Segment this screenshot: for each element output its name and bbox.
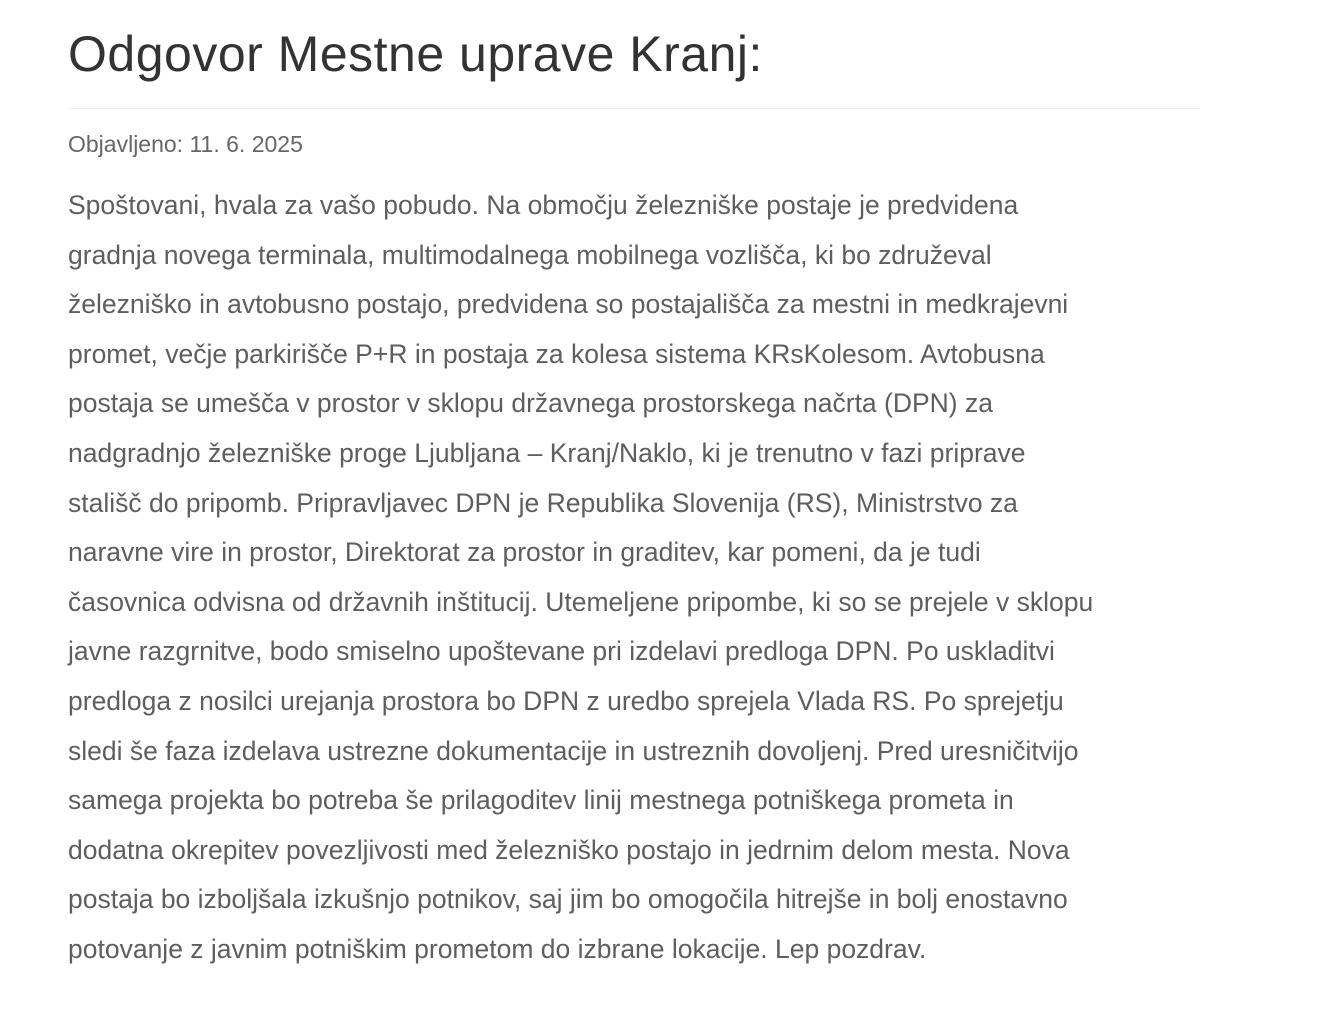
body-line: samega projekta bo potreba še prilagoditev linij mestnega potniškega prometa in <box>68 785 1014 816</box>
body-line: gradnja novega terminala, multimodalnega mobilnega vozlišča, ki bo združeval <box>68 239 992 270</box>
body-line: naravne vire in prostor, Direktorat za prostor in graditev, kar pomeni, da je tudi <box>68 537 981 568</box>
body-line: potovanje z javnim potniškim prometom do izbrane lokacije. Lep pozdrav. <box>68 933 927 964</box>
title-divider <box>68 108 1200 109</box>
published-date: 11. 6. 2025 <box>189 131 303 157</box>
body-line: stališč do pripomb. Pripravljavec DPN je Republika Slovenija (RS), Ministrstvo za <box>68 487 1018 518</box>
body-line: postaja se umešča v prostor v sklopu državnega prostorskega načrta (DPN) za <box>68 388 993 419</box>
published-label: Objavljeno: <box>68 131 184 157</box>
body-line: časovnica odvisna od državnih inštitucij. Utemeljene pripombe, ki so se prejele v sklopu <box>68 586 1094 617</box>
publish-info <box>68 129 1200 159</box>
body-line: železniško in avtobusno postajo, predvidena so postajališča za mestni in medkrajevni <box>68 289 1069 320</box>
article-body <box>68 181 1200 975</box>
body-line: predloga z nosilci urejanja prostora bo DPN z uredbo sprejela Vlada RS. Po sprejetju <box>68 685 1064 716</box>
body-line: sledi še faza izdelava ustrezne dokumentacije in ustreznih dovoljenj. Pred uresničitvijo <box>68 735 1079 766</box>
body-line: nadgradnjo železniške proge Ljubljana – Kranj/Naklo, ki je trenutno v fazi priprave <box>68 437 1026 468</box>
page-title: Odgovor Mestne uprave Kranj: <box>68 26 763 82</box>
body-line: javne razgrnitve, bodo smiselno upoštevane pri izdelavi predloga DPN. Po uskladitvi <box>68 636 1055 667</box>
body-line: promet, večje parkirišče P+R in postaja za kolesa sistema KRsKolesom. Avtobusna <box>68 338 1045 369</box>
body-line: postaja bo izboljšala izkušnjo potnikov, saj jim bo omogočila hitrejše in bolj enostavno <box>68 884 1068 915</box>
article <box>68 0 1200 975</box>
body-line: Spoštovani, hvala za vašo pobudo. Na območju železniške postaje je predvidena <box>68 190 1019 220</box>
body-line: dodatna okrepitev povezljivosti med železniško postajo in jedrnim delom mesta. Nova <box>68 834 1070 865</box>
